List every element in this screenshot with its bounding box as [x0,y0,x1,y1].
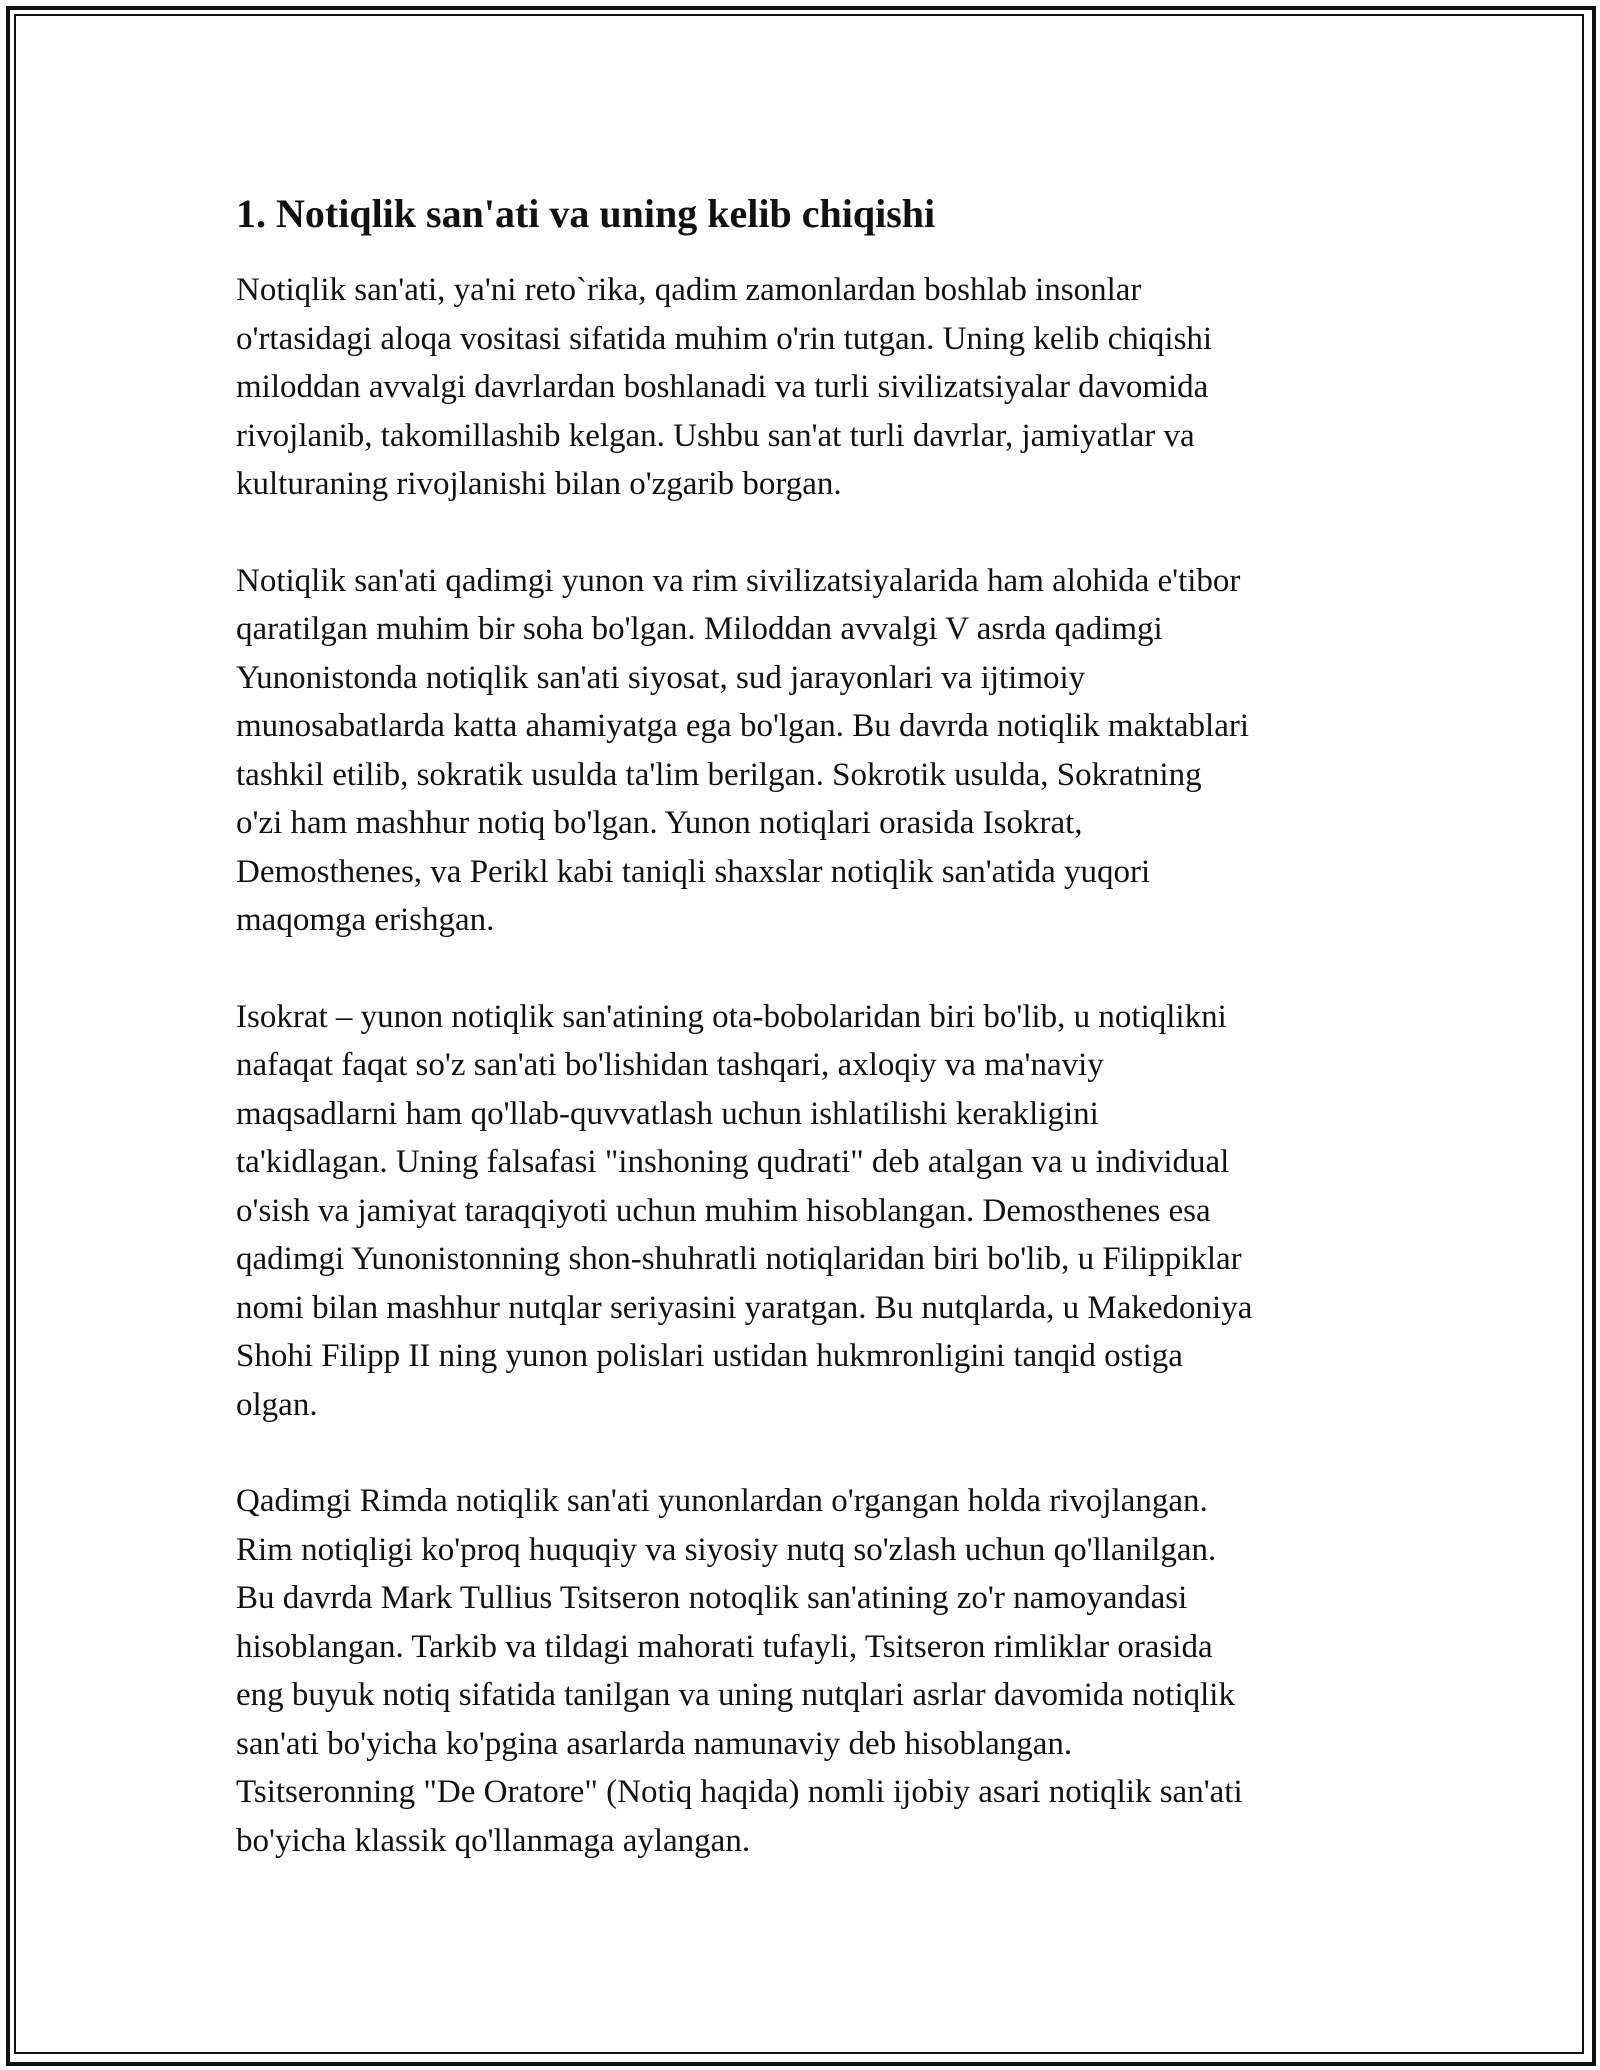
text-line: Isokrat – yunon notiqlik san'atining ota-bobolaridan biri bo'lib, u notiqlikni [236,998,1227,1035]
text-line: maqomga erishgan. [236,902,495,938]
paragraph-3 [236,993,1366,1430]
paragraph-2 [236,557,1366,945]
paragraph-1 [236,266,1366,509]
text-line: Qadimgi Rimda notiqlik san'ati yunonlardan o'rgangan holda rivojlangan. [236,1483,1208,1519]
text-line: san'ati bo'yicha ko'pgina asarlarda namunaviy deb hisoblangan. [236,1725,1073,1762]
text-line: tashkil etilib, sokratik usulda ta'lim berilgan. Sokrotik usulda, Sokratning [236,756,1202,793]
document-body [236,188,1366,1913]
text-line: maqsadlarni ham qo'llab-quvvatlash uchun ishlatilishi kerakligini [236,1095,1099,1132]
text-line: nafaqat faqat so'z san'ati bo'lishidan tashqari, axloqiy va ma'naviy [236,1047,1104,1083]
text-line: olgan. [236,1386,318,1423]
text-line: Demosthenes, va Perikl kabi taniqli shaxslar notiqlik san'atida yuqori [236,853,1151,890]
text-line: qadimgi Yunonistonning shon-shuhratli notiqlaridan biri bo'lib, u Filippiklar [236,1241,1242,1277]
text-line: Shohi Filipp II ning yunon polislari ustidan hukmronligini tanqid ostiga [236,1338,1183,1374]
text-line: nomi bilan mashhur nutqlar seriyasini yaratgan. Bu nutqlarda, u Makedoniya [236,1289,1253,1326]
paragraph-4 [236,1477,1366,1865]
text-line: Bu davrda Mark Tullius Tsitseron notoqlik san'atining zo'r namoyandasi [236,1580,1188,1616]
text-line: hisoblangan. Tarkib va tildagi mahorati tufayli, Tsitseron rimliklar orasida [236,1628,1213,1665]
text-line: qaratilgan muhim bir soha bo'lgan. Miloddan avvalgi V asrda qadimgi [236,611,1163,647]
text-line: o'sish va jamiyat taraqqiyoti uchun muhim hisoblangan. Demosthenes esa [236,1192,1211,1229]
section-heading: 1. Notiqlik san'ati va uning kelib chiqishi [236,191,936,236]
text-line: ta'kidlagan. Uning falsafasi "inshoning qudrati" deb atalgan va u individual [236,1144,1230,1180]
text-line: Yunonistonda notiqlik san'ati siyosat, sud jarayonlari va ijtimoiy [236,659,1086,696]
text-line: eng buyuk notiq sifatida tanilgan va uning nutqlari asrlar davomida notiqlik [236,1677,1235,1713]
text-line: Tsitseronning "De Oratore" (Notiq haqida) nomli ijobiy asari notiqlik san'ati [236,1774,1243,1810]
text-line: o'rtasidagi aloqa vositasi sifatida muhim o'rin tutgan. Uning kelib chiqishi [236,320,1213,357]
text-line: Notiqlik san'ati, ya'ni reto`rika, qadim zamonlardan boshlab insonlar [236,272,1142,308]
text-line: rivojlanib, takomillashib kelgan. Ushbu san'at turli davrlar, jamiyatlar va [236,417,1195,454]
text-line: o'zi ham mashhur notiq bo'lgan. Yunon notiqlari orasida Isokrat, [236,805,1083,841]
text-line: Notiqlik san'ati qadimgi yunon va rim sivilizatsiyalarida ham alohida e'tibor [236,562,1241,599]
text-line: Rim notiqligi ko'proq huquqiy va siyosiy nutq so'zlash uchun qo'llanilgan. [236,1531,1217,1568]
text-line: munosabatlarda katta ahamiyatga ega bo'lgan. Bu davrda notiqlik maktablari [236,708,1250,744]
text-line: miloddan avvalgi davrlardan boshlanadi va turli sivilizatsiyalar davomida [236,369,1209,405]
text-line: kulturaning rivojlanishi bilan o'zgarib borgan. [236,466,842,502]
text-line: bo'yicha klassik qo'llanmaga aylangan. [236,1822,751,1859]
